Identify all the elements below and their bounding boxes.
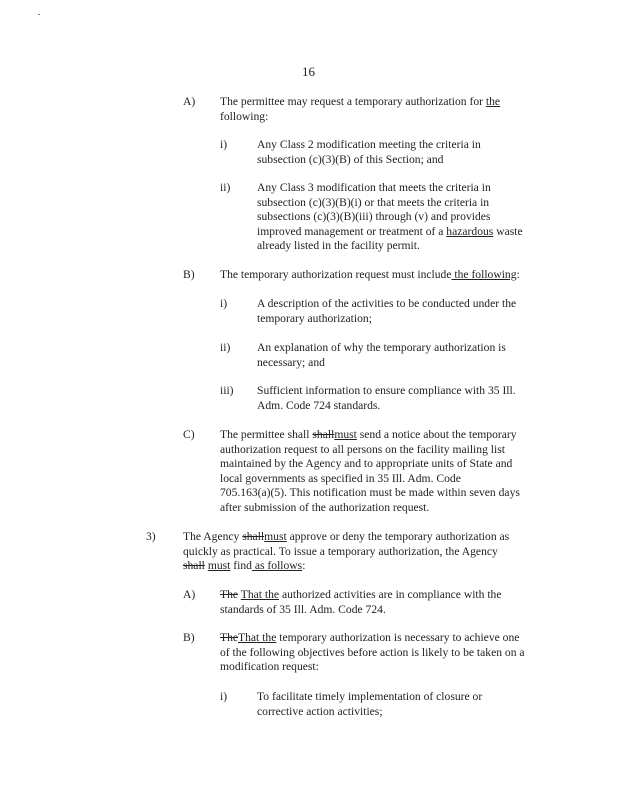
item-b-text: The temporary authorization request must include the following: bbox=[220, 268, 520, 281]
item-b-ii-text: An explanation of why the temporary authorization is necessary; and bbox=[257, 341, 506, 369]
item-b-i-text: A description of the activities to be conducted under the temporary authorization; bbox=[257, 297, 517, 325]
section-3-label: 3) bbox=[146, 530, 156, 543]
item-b-label: B) bbox=[183, 268, 195, 281]
section-3-b-i-label: i) bbox=[220, 690, 228, 703]
section-3-text: The Agency shallmust approve or deny the temporary authorization as quickly as practical. To issue a temporary authorization, the Agency shall must find as follows: bbox=[183, 530, 510, 573]
item-c-label: C) bbox=[183, 428, 195, 441]
scan-speck bbox=[38, 14, 40, 15]
item-b-ii-label: ii) bbox=[220, 341, 231, 354]
section-3-b-text: TheThat the temporary authorization is necessary to achieve one of the following objectives before action is likely to be taken on a modification request: bbox=[220, 631, 525, 674]
item-c-text: The permittee shall shallmust send a notice about the temporary authorization request to all persons on the facility mailing list maintained by the Agency and to appropriate units of State and local governments as specified in 35 Ill. Adm. Code 705.163(a)(5). This notification must be made within seven days after submission of the authorization request. bbox=[220, 428, 520, 514]
section-3-a-label: A) bbox=[183, 588, 196, 601]
item-a-ii-text: Any Class 3 modification that meets the criteria in subsection (c)(3)(B)(i) or that meets the criteria in subsections (c)(3)(B)(iii) through (v) and provides improved management or treatment of a hazardous waste already listed in the facility permit. bbox=[257, 181, 523, 253]
item-b-i-label: i) bbox=[220, 297, 228, 310]
page-number: 16 bbox=[302, 64, 315, 79]
section-3-a-text: The That the authorized activities are in compliance with the standards of 35 Ill. Adm. Code 724. bbox=[220, 588, 502, 616]
item-b-iii-text: Sufficient information to ensure compliance with 35 Ill. Adm. Code 724 standards. bbox=[257, 384, 516, 412]
section-3-b-label: B) bbox=[183, 631, 195, 644]
section-3-b-i-text: To facilitate timely implementation of closure or corrective action activities; bbox=[257, 690, 483, 718]
item-b-iii-label: iii) bbox=[220, 384, 234, 397]
item-a-text: The permittee may request a temporary authorization for the following: bbox=[220, 95, 501, 123]
item-a-ii-label: ii) bbox=[220, 181, 231, 194]
item-a-label: A) bbox=[183, 95, 196, 108]
item-a-i-label: i) bbox=[220, 138, 228, 151]
item-a-i-text: Any Class 2 modification meeting the criteria in subsection (c)(3)(B) of this Section; and bbox=[257, 138, 481, 166]
